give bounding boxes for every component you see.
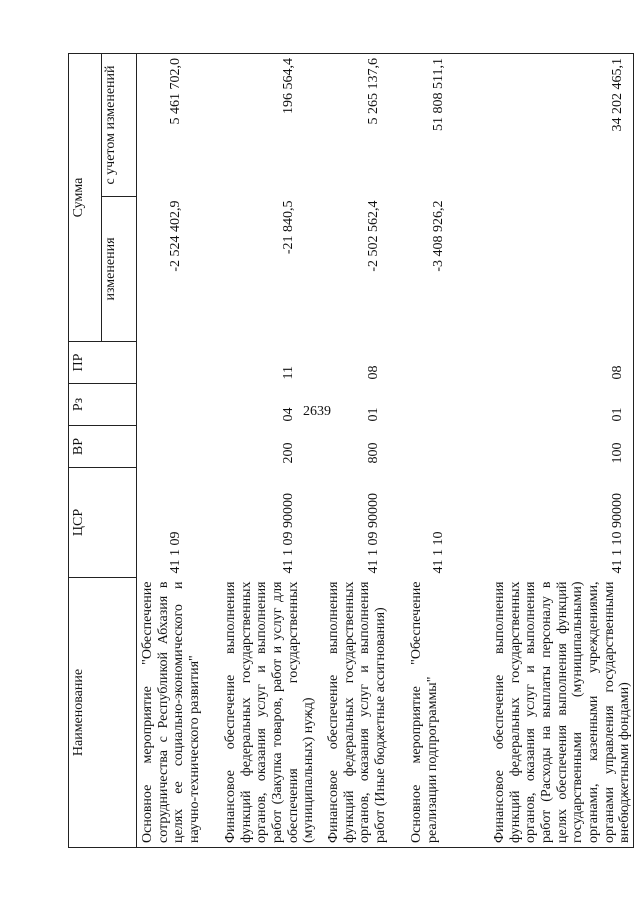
row-csr: 41 1 10: [431, 531, 446, 574]
row-csr: 41 1 09: [168, 531, 183, 574]
row-name: Финансовое обеспечение выполнения функций федеральных государственных органов, оказания услуг и выполнения работ (Расходы на выплаты персоналу в целях обеспечения выполнения функций государственными (муниципальными) органами, казенными учреждениями, органами управления государственными внебюджетными фондами): [489, 578, 634, 848]
row-change: -3 408 926,2: [431, 200, 446, 272]
table-row: [220, 54, 323, 848]
header-pr: ПР: [69, 342, 137, 384]
row-total: 5 265 137,6: [366, 58, 381, 125]
row-total: 34 202 465,1: [610, 58, 625, 132]
header-with-changes: с учетом изменений: [102, 54, 137, 197]
row-rz: 01: [366, 407, 381, 422]
row-change: -2 502 562,4: [366, 200, 381, 272]
row-total: 5 461 702,0: [168, 58, 183, 125]
header-csr: ЦСР: [69, 468, 137, 578]
row-pr: 08: [610, 365, 625, 380]
page-number: 2639: [303, 404, 331, 419]
row-pr: [409, 346, 431, 380]
row-vr: 800: [366, 442, 381, 464]
row-name: Основное мероприятие "Обеспечение реализации подпрограммы": [406, 578, 489, 848]
header-vr: ВР: [69, 426, 137, 468]
row-vr: 200: [281, 442, 296, 464]
table-row: [323, 54, 406, 848]
row-name: Финансовое обеспечение выполнения функций федеральных государственных органов, оказания услуг и выполнения работ (Иные бюджетные ассигнования): [323, 578, 406, 848]
header-sum: Сумма: [69, 54, 102, 342]
row-csr: 41 1 09 90000: [281, 493, 296, 574]
table-row: [137, 54, 221, 848]
header-change: изменения: [102, 197, 137, 342]
header-rz: Рз: [69, 384, 137, 426]
table-row: [489, 54, 634, 848]
row-pr: [140, 346, 168, 380]
row-vr: 100: [610, 442, 625, 464]
row-name: Финансовое обеспечение выполнения функций федеральных государственных органов, оказания услуг и выполнения работ (Закупка товаров, работ и услуг для обеспечения государственных (муниципальных) нужд): [220, 578, 323, 848]
budget-table: [68, 53, 634, 848]
row-total: 196 564,4: [281, 58, 296, 114]
row-pr: 08: [366, 365, 381, 380]
row-change: -21 840,5: [281, 200, 296, 255]
row-rz: [140, 388, 168, 422]
table-row: [406, 54, 489, 848]
row-rz: [409, 388, 431, 422]
row-csr: 41 1 09 90000: [366, 493, 381, 574]
row-change: -2 524 402,9: [168, 200, 183, 272]
row-csr: 41 1 10 90000: [610, 493, 625, 574]
rotated-table-container: [68, 54, 633, 848]
row-rz: 01: [610, 407, 625, 422]
row-rz: 04: [281, 407, 296, 422]
row-change: [492, 201, 610, 338]
row-vr: [140, 430, 168, 464]
header-name: Наименование: [69, 578, 137, 848]
row-total: 51 808 511,1: [431, 58, 446, 131]
row-vr: [409, 430, 431, 464]
row-pr: 11: [281, 366, 296, 380]
row-name: Основное мероприятие "Обеспечение сотрудничества с Республикой Абхазия в целях ее социально-экономического и научно-технического развития": [137, 578, 221, 848]
